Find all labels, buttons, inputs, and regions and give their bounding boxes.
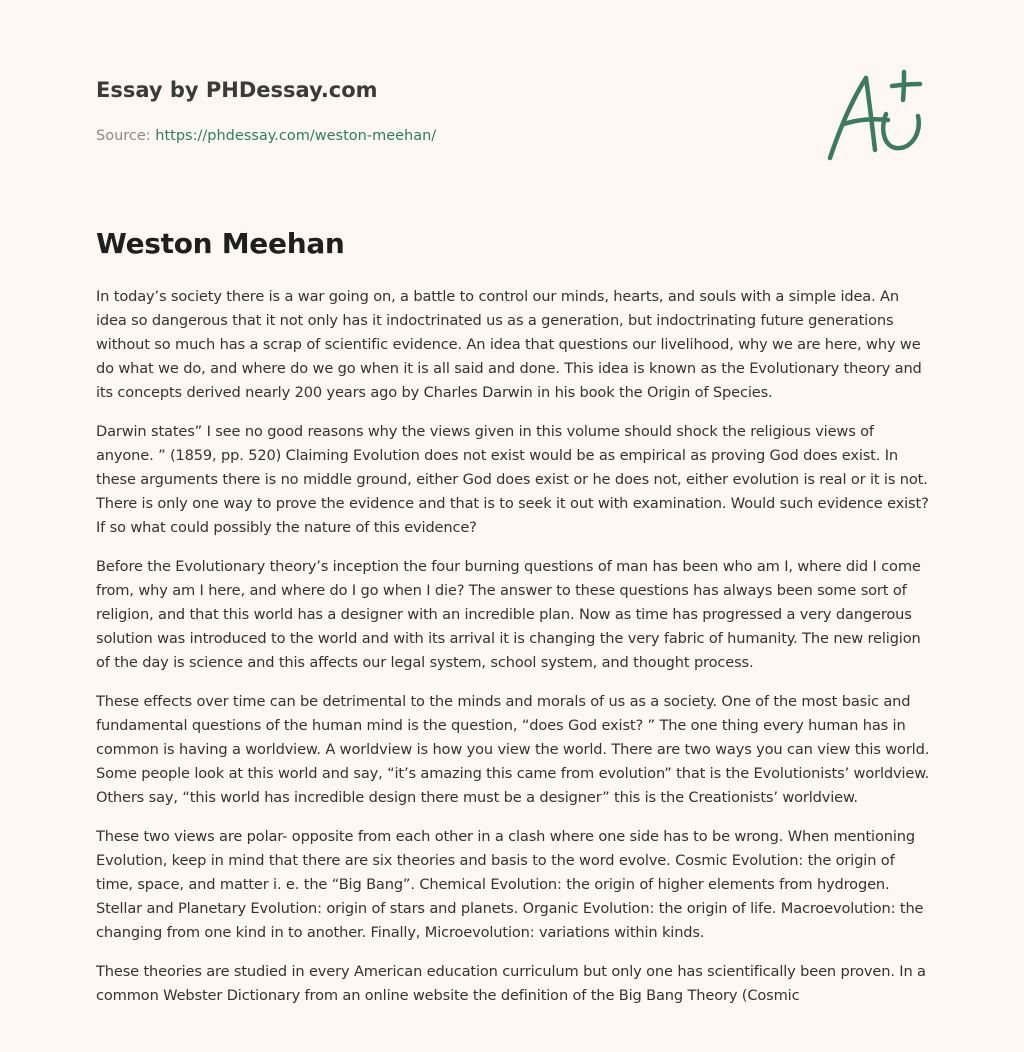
essay-paragraph: In today’s society there is a war going on, a battle to control our minds, hearts, and souls with a simple idea. An idea so dangerous that it not only has it indoctrinated us as a generation, but indoctrinating future generations without so much has a scrap of scientific evidence. An idea that questions our livelihood, why we are here, why we do what we do, and where do we go when it is all said and done. This idea is known as the Evolutionary theory and its concepts derived nearly 200 years ago by Charles Darwin in his book the Origin of Species. [96,288,922,401]
source-label: Source: [96,128,156,144]
a-plus-grade-logo-icon [822,66,932,166]
source-link[interactable]: https://phdessay.com/weston-meehan/ [155,128,437,144]
page-header [96,76,796,146]
essay-paragraph: These theories are studied in every American education curriculum but only one has scientifically been proven. In a common Webster Dictionary from an online website the definition of the Big Bang Theory (Cosmic [96,963,926,1004]
essay-title: Weston Meehan [96,227,345,260]
essay-paragraph: These effects over time can be detrimental to the minds and morals of us as a society. One of the most basic and fundamental questions of the human mind is the question, “does God exist? ” The one thing every human has in common is having a worldview. A worldview is how you view the world. There are two ways you can view this world. Some people look at this world and say, “it’s amazing this came from evolution” that is the Evolutionists’ worldview. Others say, “this world has incredible design there must be a designer” this is the Creationists’ worldview. [96,693,930,806]
essay-paragraph: Before the Evolutionary theory’s inception the four burning questions of man has been who am I, where did I come from, why am I here, and where do I go when I die? The answer to these questions has always been some sort of religion, and that this world has a designer with an incredible plan. Now as time has progressed a very dangerous solution was introduced to the world and with its arrival it is changing the very fabric of humanity. The new religion of the day is science and this affects our legal system, school system, and thought process. [96,558,921,671]
site-title: Essay by PHDessay.com [96,78,378,102]
source-line [96,126,796,146]
essay-paragraph: Darwin states” I see no good reasons why the views given in this volume should shock the religious views of anyone. ” (1859, pp. 520) Claiming Evolution does not exist would be as empirical as proving God does exist. In these arguments there is no middle ground, either God does exist or he does not, either evolution is real or it is not. There is only one way to prove the evidence and that is to seek it out with examination. Would such evidence exist? If so what could possibly the nature of this evidence? [96,423,929,536]
essay-paragraph: These two views are polar- opposite from each other in a clash where one side has to be wrong. When mentioning Evolution, keep in mind that there are six theories and basis to the word evolve. Cosmic Evolution: the origin of time, space, and matter i. e. the “Big Bang”. Chemical Evolution: the origin of higher elements from hydrogen. Stellar and Planetary Evolution: origin of stars and planets. Organic Evolution: the origin of life. Macroevolution: the changing from one kind in to another. Finally, Microevolution: variations within kinds. [96,828,924,941]
essay-body [96,285,932,1023]
